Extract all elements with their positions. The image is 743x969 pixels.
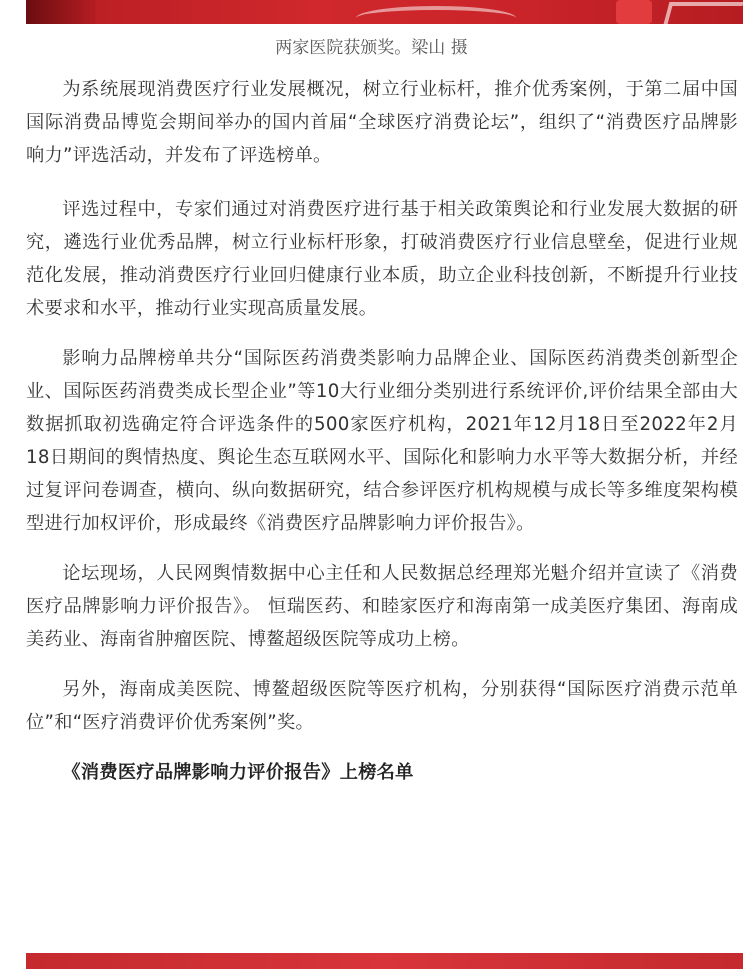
photo-banner-text-stroke (356, 6, 516, 24)
article-paragraph: 影响力品牌榜单共分“国际医药消费类影响力品牌企业、国际医药消费类创新型企业、国际医药消费类成长型企业”等10大行业细分类别进行系统评价,评价结果全部由大数据抓取初选确定符合评选条件的500家医疗机构，2021年12月18日至2022年2月18日期间的舆情热度、舆论生态互联网水平、国际化和影响力水平等大数据分析，并经过复评问卷调查，横向、纵向数据研究，结合参评医疗机构规模与成长等多维度架构模型进行加权评价，形成最终《消费医疗品牌影响力评价报告》。 (26, 348, 738, 534)
photo-dark-area (26, 0, 96, 24)
article-paragraph: 论坛现场，人民网舆情数据中心主任和人民数据总经理郑光魁介绍并宣读了《消费医疗品牌影响力评价报告》。 恒瑞医药、和睦家医疗和海南第一成美医疗集团、海南成美药业、海南省肿瘤医院、博鳌超级医院等成功上榜。 (26, 563, 738, 650)
article-paragraph: 评选过程中，专家们通过对消费医疗进行基于相关政策舆论和行业发展大数据的研究，遴选行业优秀品牌，树立行业标杆形象，打破消费医疗行业信息壁垒，促进行业规范化发展，推动消费医疗行业回归健康行业本质，助立企业科技创新，不断提升行业技术要求和水平，推动行业实现高质量发展。 (26, 199, 738, 319)
article-paragraph: 为系统展现消费医疗行业发展概况，树立行业标杆，推介优秀案例，于第二届中国国际消费品博览会期间举办的国内首届“全球医疗消费论坛”，组织了“消费医疗品牌影响力”评选活动，并发布了评选榜单。 (26, 79, 738, 166)
photo-caption: 两家医院获颁奖。梁山 摄 (275, 38, 468, 58)
article-body (26, 73, 738, 789)
photo-logo-mark (616, 0, 652, 24)
award-ceremony-photo (26, 0, 743, 24)
photo-banner-text-stroke (663, 2, 743, 24)
article-paragraph: 另外，海南成美医院、博鳌超级医院等医疗机构，分别获得“国际医疗消费示范单位”和“医疗消费评价优秀案例”奖。 (26, 679, 738, 733)
ranking-list-heading: 《消费医疗品牌影响力评价报告》上榜名单 (62, 762, 414, 783)
ranking-list-image (26, 953, 743, 969)
